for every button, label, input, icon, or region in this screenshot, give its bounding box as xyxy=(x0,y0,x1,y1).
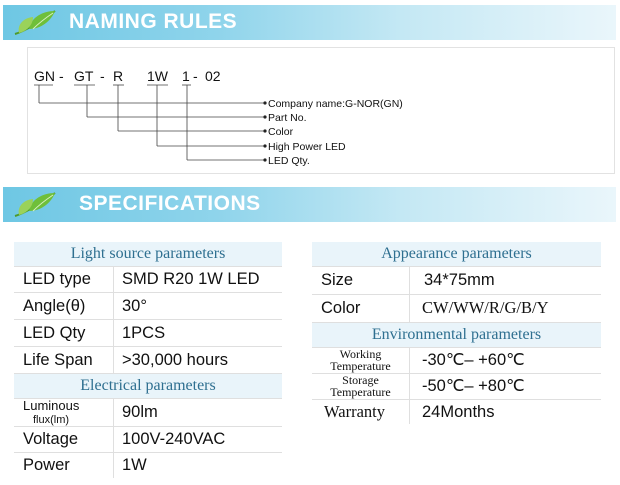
storage-temp-value: -50℃– +80℃ xyxy=(410,374,601,399)
desc-led-qty: LED Qty. xyxy=(268,155,310,167)
desc-color: Color xyxy=(268,126,294,138)
code-part-1: 1 xyxy=(182,68,190,84)
size-label: Size xyxy=(312,267,409,294)
electrical-header: Electrical parameters xyxy=(14,374,282,398)
desc-high-power-led: High Power LED xyxy=(268,141,346,153)
warranty-label: Warranty xyxy=(312,400,409,424)
leaf-logo-icon xyxy=(11,9,59,37)
life-span-label: Life Span xyxy=(14,347,113,373)
warranty-value: 24Months xyxy=(410,400,601,424)
voltage-label: Voltage xyxy=(14,427,113,452)
code-sep: - xyxy=(59,68,64,84)
appearance-header: Appearance parameters xyxy=(312,242,601,266)
leader-lines xyxy=(34,85,264,160)
working-temp-value: -30℃– +60℃ xyxy=(410,348,601,373)
led-qty-value: 1PCS xyxy=(114,320,282,346)
naming-rules-diagram xyxy=(27,47,615,174)
working-temp-label-line2: Temperature xyxy=(330,358,391,373)
led-type-label: LED type xyxy=(14,267,113,292)
luminous-flux-label-line2: flux(lm) xyxy=(33,413,70,426)
voltage-value: 100V-240VAC xyxy=(114,427,282,452)
light-source-header: Light source parameters xyxy=(14,242,282,266)
storage-temp-label xyxy=(312,374,409,399)
storage-temp-label-line2: Temperature xyxy=(330,384,391,399)
desc-company-name: Company name:G-NOR(GN) xyxy=(268,98,403,110)
code-part-02: 02 xyxy=(205,68,221,84)
light-electrical-table xyxy=(14,242,282,478)
naming-rules-banner xyxy=(3,5,616,40)
working-temp-label xyxy=(312,348,409,373)
color-value: CW/WW/R/G/B/Y xyxy=(410,295,601,322)
naming-rules-title: NAMING RULES xyxy=(69,10,238,33)
power-value: 1W xyxy=(114,453,282,478)
code-part-gt: GT xyxy=(74,68,94,84)
specifications-banner xyxy=(3,187,616,222)
desc-part-no: Part No. xyxy=(268,112,307,124)
luminous-flux-label-line1: Luminous xyxy=(23,398,80,414)
color-label: Color xyxy=(312,295,409,322)
code-part-r: R xyxy=(113,68,124,84)
life-span-value: >30,000 hours xyxy=(114,347,282,373)
working-temp-label-line1: Working xyxy=(339,347,382,362)
angle-label: Angle(θ) xyxy=(14,293,113,319)
leaf-logo-icon xyxy=(11,191,59,219)
power-label: Power xyxy=(14,453,113,478)
code-sep: - xyxy=(193,68,198,84)
environmental-header: Environmental parameters xyxy=(312,323,601,347)
code-part-gn: GN xyxy=(34,68,55,84)
luminous-flux-label xyxy=(14,399,113,426)
led-qty-label: LED Qty xyxy=(14,320,113,346)
luminous-flux-value: 90lm xyxy=(114,399,282,426)
size-value: 34*75mm xyxy=(410,267,601,294)
angle-value: 30° xyxy=(114,293,282,319)
code-sep: - xyxy=(100,68,105,84)
code-part-1w: 1W xyxy=(147,68,168,84)
storage-temp-label-line1: Storage xyxy=(342,373,379,388)
led-type-value: SMD R20 1W LED xyxy=(114,267,282,292)
appearance-environment-table xyxy=(312,242,601,424)
specifications-title: SPECIFICATIONS xyxy=(79,192,261,215)
